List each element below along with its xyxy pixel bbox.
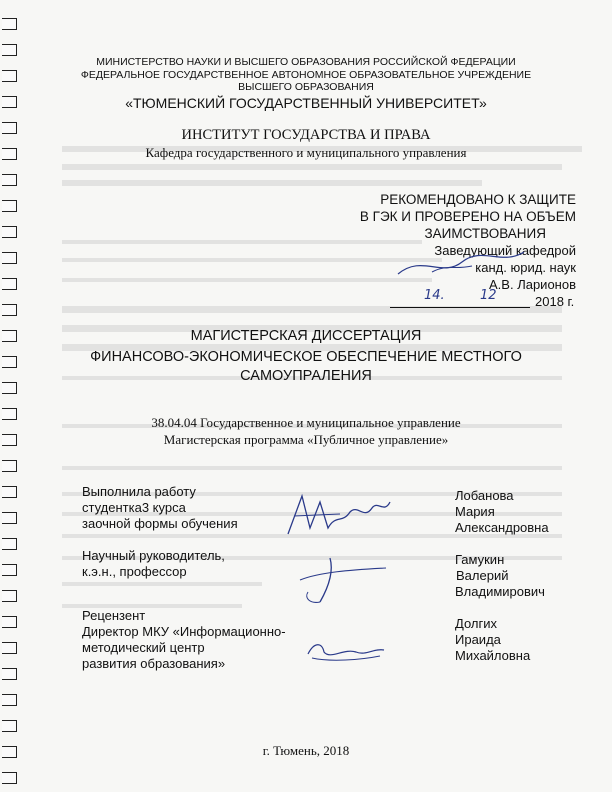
approval-degree: канд. юрид. наук: [475, 260, 576, 275]
reviewer-surname: Долгих: [455, 616, 497, 631]
reviewer-firstname: Ираида: [455, 632, 501, 647]
approval-line-3: ЗАИМСТВОВАНИЯ: [424, 226, 546, 241]
specialty-code: 38.04.04 Государственное и муниципальное управление: [151, 415, 461, 430]
ministry-header: [0, 56, 612, 94]
thesis-title-line-2: САМОУПРАЛЕНИЯ: [240, 368, 372, 384]
supervisor-signature: [290, 552, 400, 612]
date-day-handwritten: 14.: [424, 288, 445, 303]
date-underline: [390, 293, 530, 308]
reviewer-role-line-4: развития образования»: [82, 656, 226, 671]
head-signature: [392, 244, 532, 284]
reviewer-role-line-3: методический центр: [82, 640, 205, 655]
city-year: г. Тюмень, 2018: [262, 743, 350, 758]
ministry-line-1: МИНИСТЕРСТВО НАУКИ И ВЫСШЕГО ОБРАЗОВАНИЯ РОССИЙСКОЙ ФЕДЕРАЦИИ: [96, 56, 516, 68]
author-patronymic: Александровна: [455, 520, 549, 535]
reviewer-role-line-1: Рецензент: [82, 608, 146, 623]
author-role: [82, 484, 238, 532]
supervisor-role-line-1: Научный руководитель,: [82, 548, 225, 563]
approval-name: А.В. Ларионов: [489, 277, 576, 292]
supervisor-name: [455, 552, 545, 600]
reviewer-role-line-2: Директор МКУ «Информационно-: [82, 624, 286, 639]
program-name: Магистерская программа «Публичное управление»: [163, 432, 449, 447]
supervisor-firstname: Валерий: [456, 568, 509, 583]
supervisor-surname: Гамукин: [455, 552, 505, 567]
author-name: [455, 488, 549, 536]
approval-line-1: РЕКОМЕНДОВАНО К ЗАЩИТЕ: [380, 192, 576, 207]
author-role-line-1: Выполнила работу: [82, 484, 196, 499]
approval-head-title: Заведующий кафедрой: [434, 243, 576, 258]
reviewer-signature: [300, 634, 390, 668]
author-surname: Лобанова: [455, 488, 514, 503]
ministry-line-3: ВЫСШЕГО ОБРАЗОВАНИЯ: [238, 81, 374, 93]
author-role-line-3: заочной формы обучения: [82, 516, 238, 531]
supervisor-role: [82, 548, 225, 580]
university-name: «ТЮМЕНСКИЙ ГОСУДАРСТВЕННЫЙ УНИВЕРСИТЕТ»: [125, 95, 487, 111]
author-role-line-2: студентка3 курса: [82, 500, 186, 515]
reviewer-role: [82, 608, 286, 672]
ministry-line-2: ФЕДЕРАЛЬНОЕ ГОСУДАРСТВЕННОЕ АВТОНОМНОЕ ОБРАЗОВАТЕЛЬНОЕ УЧРЕЖДЕНИЕ: [80, 68, 532, 81]
thesis-title-line-1: ФИНАНСОВО-ЭКОНОМИЧЕСКОЕ ОБЕСПЕЧЕНИЕ МЕСТНОГО: [90, 349, 522, 365]
reviewer-patronymic: Михайловна: [455, 648, 531, 663]
author-firstname: Мария: [455, 504, 495, 519]
approval-line-2: В ГЭК И ПРОВЕРЕНО НА ОБЪЕМ: [359, 209, 576, 224]
thesis-type: МАГИСТЕРСКАЯ ДИССЕРТАЦИЯ: [190, 328, 422, 344]
department-name: Кафедра государственного и муниципального управления: [145, 145, 467, 160]
date-year: 2018 г.: [535, 294, 575, 309]
institute-name: ИНСТИТУТ ГОСУДАРСТВА И ПРАВА: [181, 127, 431, 143]
reviewer-name: [455, 616, 530, 664]
date-month-handwritten: 12: [480, 288, 497, 303]
author-signature: [280, 484, 410, 546]
supervisor-role-line-2: к.э.н., профессор: [82, 564, 187, 579]
supervisor-patronymic: Владимирович: [455, 584, 545, 599]
